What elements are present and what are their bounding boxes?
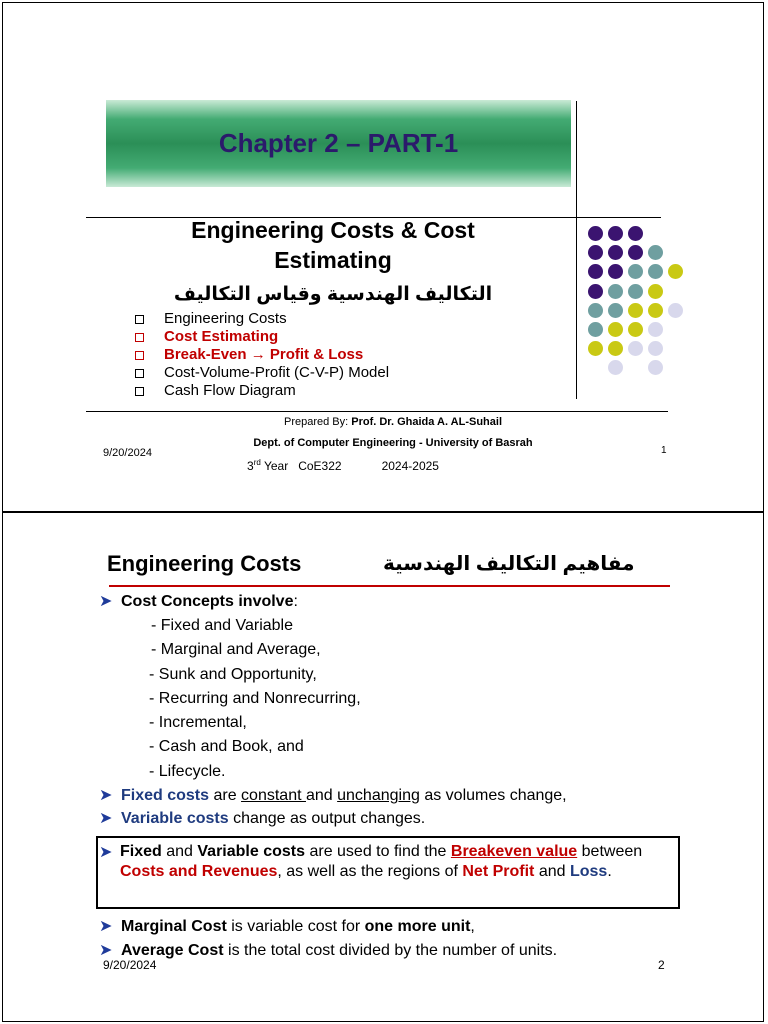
decorative-dot (628, 245, 643, 260)
decorative-dot (608, 322, 623, 337)
decorative-dot (588, 264, 603, 279)
slide-1 (2, 2, 764, 512)
decorative-dot (588, 245, 603, 260)
decorative-dot (588, 322, 603, 337)
arrow-bullet-icon: ➤ (99, 787, 113, 804)
arabic-subtitle: التكاليف الهندسية وقياس التكاليف (173, 284, 493, 305)
checkbox-icon (135, 315, 144, 324)
topic-item: Engineering Costs (135, 310, 389, 328)
decorative-dot (648, 264, 663, 279)
decorative-dot (608, 303, 623, 318)
arrow-bullet-icon: ➤ (99, 942, 113, 959)
concept-item: - Marginal and Average, (151, 641, 321, 658)
concept-item: - Sunk and Opportunity, (149, 666, 317, 683)
arrow-bullet-icon: ➤ (99, 918, 113, 935)
topic-item: Cost Estimating (135, 328, 389, 346)
main-title (113, 215, 553, 275)
decorative-dot (648, 284, 663, 299)
concept-item: - Incremental, (149, 714, 247, 731)
title-underline (109, 585, 670, 587)
arrow-bullet-icon: ➤ (99, 844, 113, 861)
decorative-dot (608, 264, 623, 279)
bullet-variable-costs: ➤ Variable costs change as output changes. (99, 810, 426, 827)
main-title-line-1: Engineering Costs & Cost (191, 217, 475, 243)
bullet-average-cost: ➤ Average Cost is the total cost divided by the number of units. (99, 942, 558, 959)
breakeven-note: Fixed and Variable costs are used to find the Breakeven value between Costs and Revenues, as well as the regions of Net Profit and Loss. (120, 843, 647, 880)
banner-title: Chapter 2 – PART-1 (218, 128, 459, 158)
bottom-divider (86, 411, 668, 412)
decorative-dot (588, 284, 603, 299)
prepared-by: Prepared By: Prof. Dr. Ghaida A. AL-Suhail (283, 416, 503, 428)
decorative-dot (648, 303, 663, 318)
decorative-dot (588, 303, 603, 318)
decorative-dot (648, 360, 663, 375)
vertical-divider (576, 101, 577, 399)
page-number: 2 (658, 958, 665, 972)
checkbox-icon (135, 351, 144, 360)
checkbox-icon (135, 387, 144, 396)
slide-title: Engineering Costs (107, 551, 302, 576)
concept-item: - Cash and Book, and (149, 738, 304, 755)
decorative-dot (608, 226, 623, 241)
department: Dept. of Computer Engineering - University of Basrah (253, 437, 533, 449)
decorative-dot (628, 264, 643, 279)
bullet-cost-concepts: ➤ Cost Concepts involve: (99, 593, 298, 610)
decorative-dot (628, 284, 643, 299)
arrow-bullet-icon: ➤ (99, 810, 113, 827)
decorative-dot (608, 245, 623, 260)
concept-item: - Lifecycle. (149, 763, 226, 780)
decorative-dot (628, 303, 643, 318)
concept-item: - Fixed and Variable (151, 617, 293, 634)
arabic-title: مفاهيم التكاليف الهندسية (383, 553, 635, 575)
slide-date: 9/20/2024 (103, 447, 152, 459)
decorative-dot (588, 226, 603, 241)
decorative-dot (608, 341, 623, 356)
topics-list (135, 310, 389, 400)
decorative-dot (608, 284, 623, 299)
bullet-marginal-cost: ➤ Marginal Cost is variable cost for one more unit, (99, 918, 475, 935)
decorative-dot (628, 226, 643, 241)
decorative-dot (608, 360, 623, 375)
bullet-fixed-costs: ➤ Fixed costs are constant and unchanging as volumes change, (99, 787, 567, 804)
page-number: 1 (661, 445, 667, 456)
chapter-banner (106, 100, 571, 187)
slide-date: 9/20/2024 (103, 958, 157, 972)
decorative-dot (628, 341, 643, 356)
decorative-dot (648, 341, 663, 356)
decorative-dot (648, 322, 663, 337)
year-info: 3rd Year CoE322 2024-2025 (247, 458, 439, 473)
arrow-bullet-icon: ➤ (99, 593, 113, 610)
checkbox-icon (135, 369, 144, 378)
decorative-dot (628, 322, 643, 337)
checkbox-icon (135, 333, 144, 342)
decorative-dot (668, 264, 683, 279)
topic-item: Break-Even → Profit & Loss (135, 346, 389, 364)
topic-item: Cash Flow Diagram (135, 382, 389, 400)
topic-item: Cost-Volume-Profit (C-V-P) Model (135, 364, 389, 382)
slide-2 (2, 512, 764, 1022)
decorative-dot (588, 341, 603, 356)
main-title-line-2: Estimating (274, 247, 392, 273)
decorative-dot (648, 245, 663, 260)
concept-item: - Recurring and Nonrecurring, (149, 690, 361, 707)
decorative-dot (668, 303, 683, 318)
